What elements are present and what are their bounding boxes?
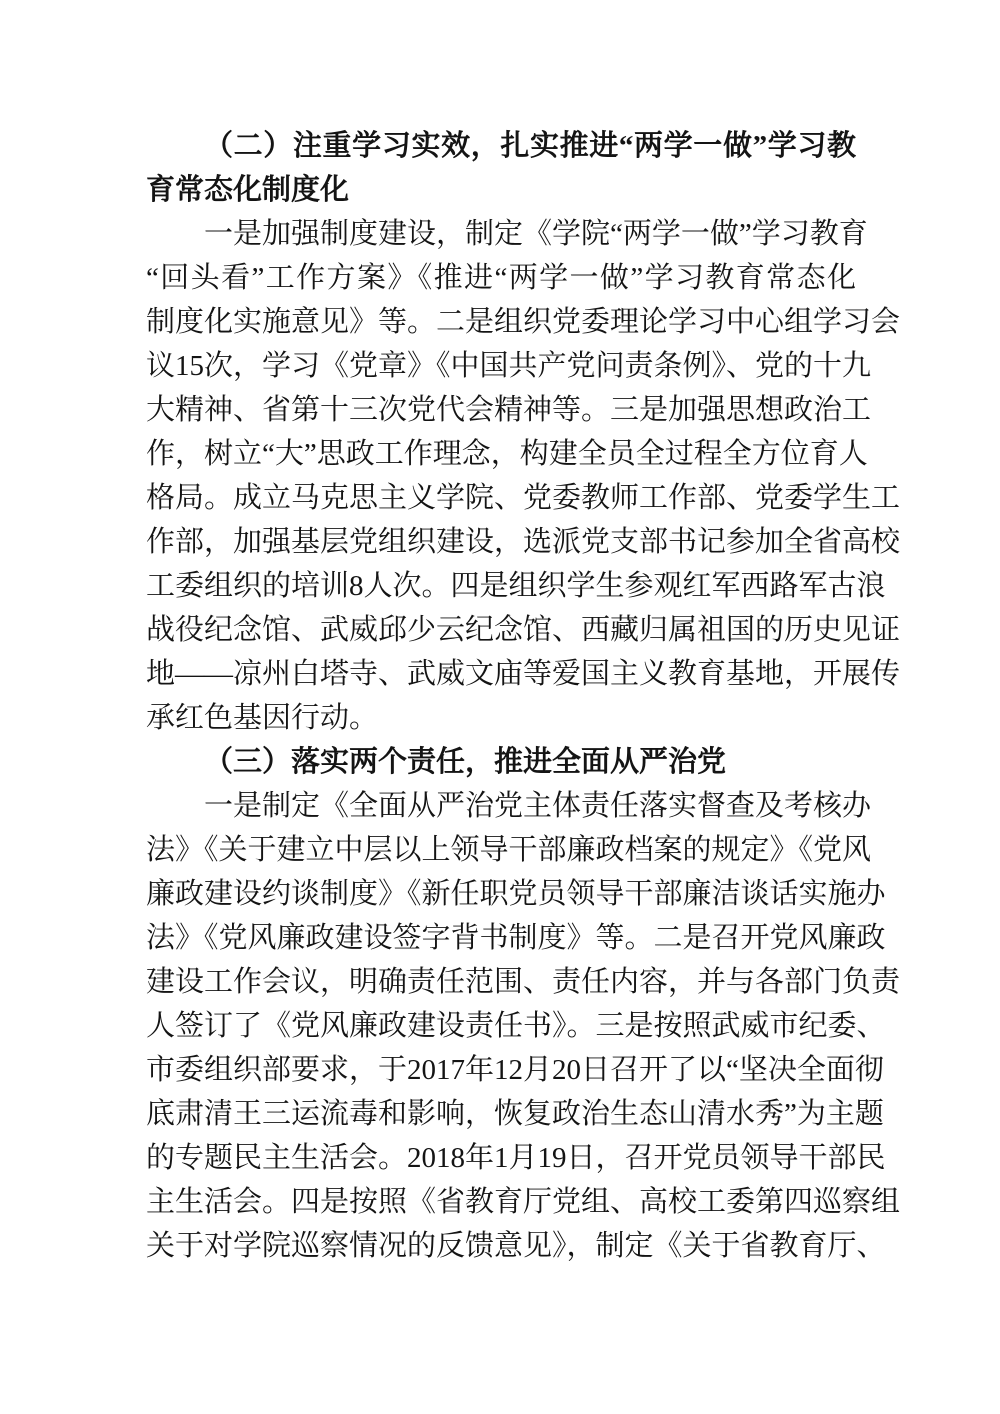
text-line: “回头看”工作方案》《推进“两学一做”学习教育常态化 [146, 262, 856, 294]
text-line: 议15次，学习《党章》《中国共产党问责条例》、党的十九 [146, 350, 872, 382]
text-line: 承红色基因行动。 [146, 702, 379, 734]
section-heading-line: （二）注重学习实效，扎实推进“两学一做”学习教 [204, 130, 856, 162]
text-line: 作部，加强基层党组织建设，选派党支部书记参加全省高校 [146, 526, 901, 558]
document-body [146, 124, 901, 1268]
text-line: 法》《党风廉政建设签字背书制度》等。二是召开党风廉政 [146, 922, 886, 954]
text-line: 人签订了《党风廉政建设责任书》。三是按照武威市纪委、 [146, 1010, 886, 1042]
text-line: 作，树立“大”思政工作理念，构建全员全过程全方位育人 [146, 438, 868, 470]
section-heading-line: 育常态化制度化 [146, 174, 350, 206]
text-line: 建设工作会议，明确责任范围、责任内容，并与各部门负责 [146, 966, 901, 998]
text-line: 市委组织部要求，于2017年12月20日召开了以“坚决全面彻 [146, 1054, 884, 1086]
text-line: 大精神、省第十三次党代会精神等。三是加强思想政治工 [146, 394, 872, 426]
text-line: 廉政建设约谈制度》《新任职党员领导干部廉洁谈话实施办 [146, 878, 886, 910]
text-line: 工委组织的培训8人次。四是组织学生参观红军西路军古浪 [146, 570, 886, 602]
text-line: 地——凉州白塔寺、武威文庙等爱国主义教育基地，开展传 [146, 658, 901, 690]
text-line: 法》《关于建立中层以上领导干部廉政档案的规定》《党风 [146, 834, 872, 866]
section-heading-line: （三）落实两个责任，推进全面从严治党 [204, 746, 727, 778]
text-line: 战役纪念馆、武威邱少云纪念馆、西藏归属祖国的历史见证 [146, 614, 901, 646]
text-line: 格局。成立马克思主义学院、党委教师工作部、党委学生工 [146, 482, 901, 514]
text-line: 制度化实施意见》等。二是组织党委理论学习中心组学习会 [146, 306, 901, 338]
text-line: 关于对学院巡察情况的反馈意见》，制定《关于省教育厅、 [146, 1230, 886, 1262]
text-line: 的专题民主生活会。2018年1月19日，召开党员领导干部民 [146, 1142, 886, 1174]
text-line: 底肃清王三运流毒和影响，恢复政治生态山清水秀”为主题 [146, 1098, 884, 1130]
text-line: 一是加强制度建设，制定《学院“两学一做”学习教育 [204, 218, 868, 250]
text-line: 一是制定《全面从严治党主体责任落实督查及考核办 [204, 790, 872, 822]
text-line: 主生活会。四是按照《省教育厅党组、高校工委第四巡察组 [146, 1186, 901, 1218]
